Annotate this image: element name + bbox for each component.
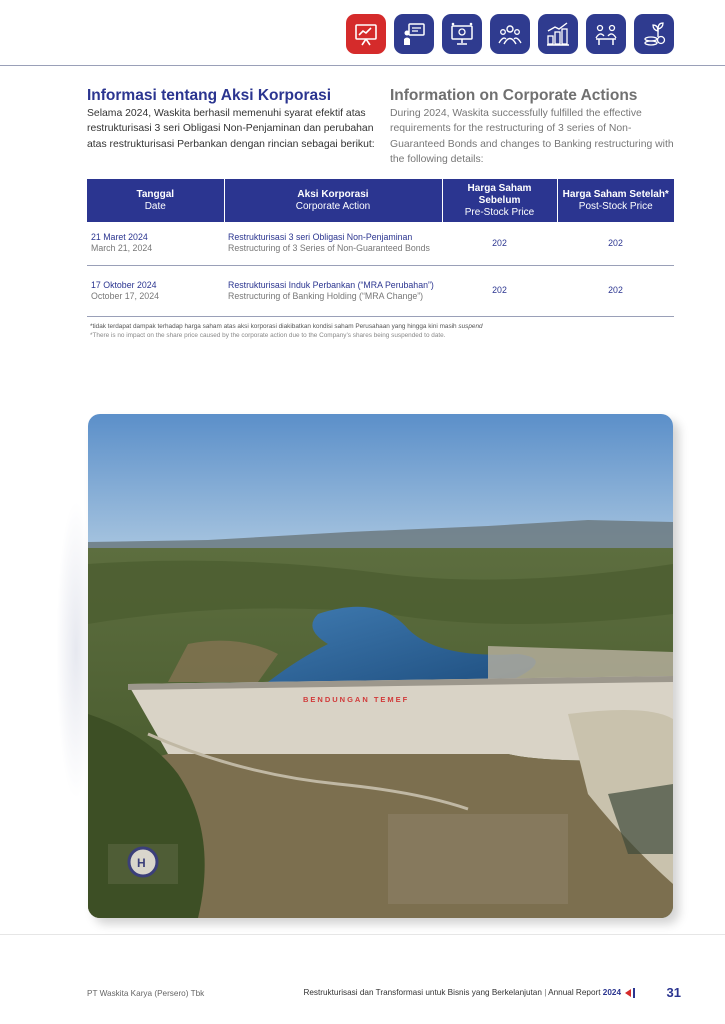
table-footnotes bbox=[90, 322, 680, 340]
page-bar-icon bbox=[633, 988, 635, 998]
nav-speaker-board-icon[interactable] bbox=[394, 14, 434, 54]
table-header-row bbox=[87, 179, 674, 222]
header-pre-price-en: Pre-Stock Price bbox=[464, 206, 535, 218]
cell-date bbox=[87, 265, 224, 316]
corporate-action-table bbox=[87, 179, 674, 317]
footer-report-label: Annual Report bbox=[548, 988, 601, 998]
helipad-h-icon: H bbox=[137, 856, 146, 870]
date-id: 17 Oktober 2024 bbox=[91, 279, 157, 290]
heading-indonesian: Informasi tentang Aksi Korporasi bbox=[87, 87, 332, 104]
speaker-board-icon bbox=[400, 20, 428, 48]
nav-monitor-network-icon[interactable] bbox=[442, 14, 482, 54]
header-action bbox=[224, 179, 442, 222]
footnote-id-text: *tidak terdapat dampak terhadap harga saham atas aksi korporasi diakibatkan kondisi saham Perusahaan yang hingga kini masih bbox=[90, 323, 457, 330]
header-post-price bbox=[557, 179, 674, 222]
action-id: Restrukturisasi 3 seri Obligasi Non-Penjaminan bbox=[228, 232, 413, 243]
action-en: Restructuring of Banking Holding (“MRA Change”) bbox=[228, 290, 424, 301]
paragraph-indonesian: Selama 2024, Waskita berhasil memenuhi syarat efektif atas restrukturisasi 3 seri Obligasi Non-Penjaminan dan perubahan atas restrukturisasi Perbankan dengan rincian sebagai berikut: bbox=[87, 108, 375, 150]
header-date-id: Tanggal bbox=[136, 188, 175, 200]
header-post-price-id: Harga Saham Setelah* bbox=[562, 188, 669, 200]
footer-company: PT Waskita Karya (Persero) Tbk bbox=[87, 989, 205, 998]
cell-post-price: 202 bbox=[557, 265, 674, 316]
cell-pre-price: 202 bbox=[442, 222, 557, 265]
footer-theme: Restrukturisasi dan Transformasi untuk Bisnis yang Berkelanjutan bbox=[303, 988, 542, 998]
header-divider bbox=[0, 65, 725, 66]
date-en: March 21, 2024 bbox=[91, 243, 153, 254]
footer-report-title bbox=[303, 988, 635, 998]
cell-action bbox=[224, 265, 442, 316]
team-people-icon bbox=[496, 20, 524, 48]
dam-photo bbox=[88, 414, 673, 918]
nav-team-people-icon[interactable] bbox=[490, 14, 530, 54]
growth-buildings-icon bbox=[544, 20, 572, 48]
action-en: Restructuring of 3 Series of Non-Guaranteed Bonds bbox=[228, 243, 430, 254]
money-plant-icon bbox=[640, 20, 668, 48]
cell-action bbox=[224, 222, 442, 265]
chapter-nav bbox=[346, 14, 674, 54]
page-arrow-icon bbox=[625, 989, 631, 997]
page-number: 31 bbox=[666, 985, 681, 1000]
header-post-price-en: Post-Stock Price bbox=[578, 200, 653, 212]
paragraph-english: During 2024, Waskita successfully fulfilled the effective requirements for the restructuring of 3 series of Non-Guaranteed Bonds and changes to Banking restructuring with the following details: bbox=[390, 108, 674, 166]
date-en: October 17, 2024 bbox=[91, 290, 159, 301]
nav-meeting-table-icon[interactable] bbox=[586, 14, 626, 54]
meeting-table-icon bbox=[592, 20, 620, 48]
footer-separator: | bbox=[544, 988, 547, 998]
presentation-chart-icon bbox=[352, 20, 380, 48]
footer-year: 2024 bbox=[602, 988, 621, 998]
footnote-id-italic: suspend bbox=[458, 323, 483, 330]
nav-money-plant-icon[interactable] bbox=[634, 14, 674, 54]
header-date-en: Date bbox=[144, 200, 166, 212]
header-pre-price-id: Harga Saham Sebelum bbox=[467, 182, 532, 206]
header-date bbox=[87, 179, 224, 222]
action-id: Restrukturisasi Induk Perbankan (“MRA Perubahan”) bbox=[228, 279, 434, 290]
table-row bbox=[87, 222, 674, 265]
footnote-english: *There is no impact on the share price caused by the corporate action due to the Company’s shares being suspended to date. bbox=[90, 332, 446, 339]
heading-english: Information on Corporate Actions bbox=[390, 87, 638, 104]
table-row bbox=[87, 265, 674, 316]
dam-aerial-illustration bbox=[88, 414, 673, 918]
cell-pre-price: 202 bbox=[442, 265, 557, 316]
cell-date bbox=[87, 222, 224, 265]
footer-divider bbox=[0, 934, 725, 935]
nav-growth-buildings-icon[interactable] bbox=[538, 14, 578, 54]
cell-post-price: 202 bbox=[557, 222, 674, 265]
nav-presentation-chart-icon[interactable] bbox=[346, 14, 386, 54]
date-id: 21 Maret 2024 bbox=[91, 232, 148, 243]
worksite bbox=[388, 814, 568, 904]
header-pre-price bbox=[442, 179, 557, 222]
dam-sign: BENDUNGAN TEMEF bbox=[303, 695, 410, 704]
header-action-en: Corporate Action bbox=[295, 200, 371, 212]
monitor-network-icon bbox=[448, 20, 476, 48]
footnote-indonesian bbox=[90, 322, 680, 331]
section-english bbox=[390, 87, 680, 168]
section-indonesian bbox=[87, 87, 377, 152]
header-action-id: Aksi Korporasi bbox=[297, 188, 369, 200]
